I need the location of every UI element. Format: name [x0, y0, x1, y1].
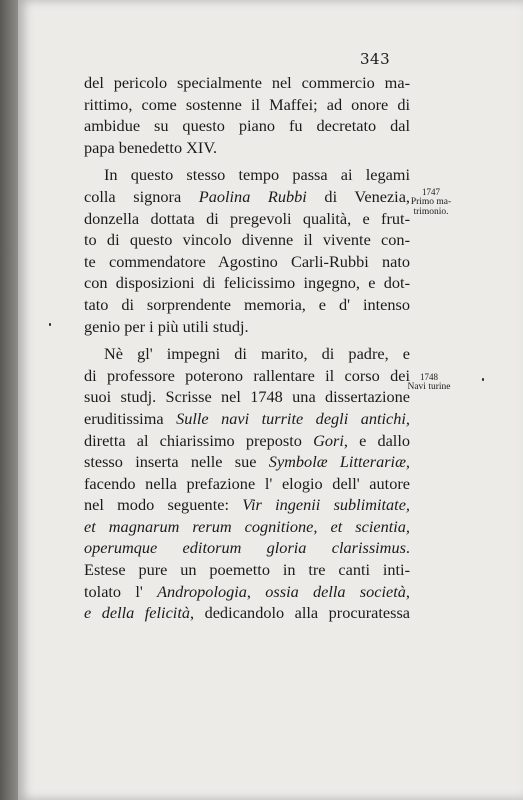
- book-page: [18, 0, 523, 800]
- margin-note-year: 1748: [420, 372, 438, 382]
- text-run: te commendatore Agostino Carli-Rubbi nato: [84, 251, 410, 271]
- text-line: [84, 186, 410, 208]
- margin-note-label: Primo ma-: [410, 197, 452, 207]
- margin-note-turreted-ships: [388, 372, 470, 392]
- text-run: ,: [405, 581, 410, 601]
- text-line: [84, 164, 410, 186]
- text-run: ,: [246, 581, 266, 601]
- text-line: [84, 494, 410, 516]
- page-gutter: [0, 0, 18, 800]
- text-run: nel modo seguente:: [84, 495, 243, 515]
- text-line: [84, 516, 410, 538]
- italic-text: Vir ingenii sublimitate,: [242, 495, 410, 515]
- text-line: [84, 559, 410, 581]
- text-run: di Venezia,: [306, 186, 410, 206]
- text-run: suoi studj. Scrisse nel 1748 una dissertazione: [84, 387, 410, 407]
- text-run: .: [405, 538, 410, 558]
- text-run: In questo stesso tempo passa ai legami: [104, 165, 410, 185]
- text-line: [84, 365, 410, 387]
- text-line: [84, 581, 410, 603]
- italic-text: Gori: [313, 430, 344, 450]
- text-line: [84, 451, 410, 473]
- text-run: tolato l': [84, 581, 158, 601]
- text-run: genio per i più utili studj.: [84, 316, 249, 336]
- text-line: [84, 294, 410, 316]
- text-run: diretta al chiarissimo preposto: [84, 430, 314, 450]
- italic-text: Sulle navi turrite degli antichi,: [176, 408, 410, 428]
- page-number: 343: [360, 50, 391, 68]
- text-line: [84, 386, 410, 408]
- text-run: to di questo vincolo divenne il vivente con-: [84, 230, 410, 250]
- text-line: [84, 473, 410, 495]
- text-run: ambidue su questo piano fu decretato dal: [84, 116, 410, 136]
- text-line: [84, 316, 410, 338]
- text-run: stesso inserta nelle sue: [84, 452, 269, 472]
- text-run: con disposizioni di felicissimo ingegno, e dot-: [84, 273, 410, 293]
- text-run: papa benedetto XIV.: [84, 137, 218, 157]
- italic-text: Andropologia: [157, 581, 247, 601]
- text-line: [84, 115, 410, 137]
- text-run: rittimo, come sostenne il Maffei; ad onore di: [84, 94, 410, 114]
- text-run: facendo nella prefazione l' elogio dell' autore: [84, 473, 410, 493]
- margin-note-first-marriage: [392, 187, 470, 217]
- italic-text: Symbolæ Litterariæ,: [268, 452, 410, 472]
- italic-text: et magnarum rerum cognitione, et scientia,: [84, 516, 410, 536]
- text-line: [84, 137, 410, 159]
- ink-speck: [49, 323, 51, 326]
- text-run: tato di sorprendente memoria, e d' intenso: [84, 294, 410, 314]
- text-line: [84, 72, 410, 94]
- text-run: Nè gl' impegni di marito, di padre, e: [104, 344, 410, 364]
- text-run: , dedicandolo alla procuratessa: [190, 603, 411, 623]
- text-run: di professore poterono rallentare il corso dei: [84, 365, 410, 385]
- margin-note-label: trimonio.: [413, 207, 449, 217]
- margin-note-label: Navi turine: [407, 382, 451, 392]
- text-line: [84, 208, 410, 230]
- text-line: [84, 251, 410, 273]
- text-line: [84, 602, 410, 624]
- text-run: eruditissima: [84, 408, 177, 428]
- body-text: [84, 72, 410, 624]
- italic-text: e della felicità: [84, 603, 190, 623]
- text-line: [84, 229, 410, 251]
- margin-note-year: 1747: [422, 187, 440, 197]
- text-run: , e dallo: [343, 430, 410, 450]
- italic-text: ossia della società: [265, 581, 406, 601]
- ink-speck: [482, 378, 484, 381]
- text-run: Estese pure un poemetto in tre canti inti-: [84, 560, 410, 580]
- text-run: colla signora: [84, 186, 199, 206]
- text-line: [84, 272, 410, 294]
- text-run: donzella dottata di pregevoli qualità, e frut-: [84, 208, 410, 228]
- italic-text: Paolina Rubbi: [198, 186, 307, 206]
- italic-text: operumque editorum gloria clarissimus: [84, 538, 406, 558]
- text-line: [84, 408, 410, 430]
- text-line: [84, 430, 410, 452]
- text-line: [84, 537, 410, 559]
- text-run: del pericolo specialmente nel commercio ma-: [84, 73, 410, 92]
- text-line: [84, 343, 410, 365]
- text-line: [84, 94, 410, 116]
